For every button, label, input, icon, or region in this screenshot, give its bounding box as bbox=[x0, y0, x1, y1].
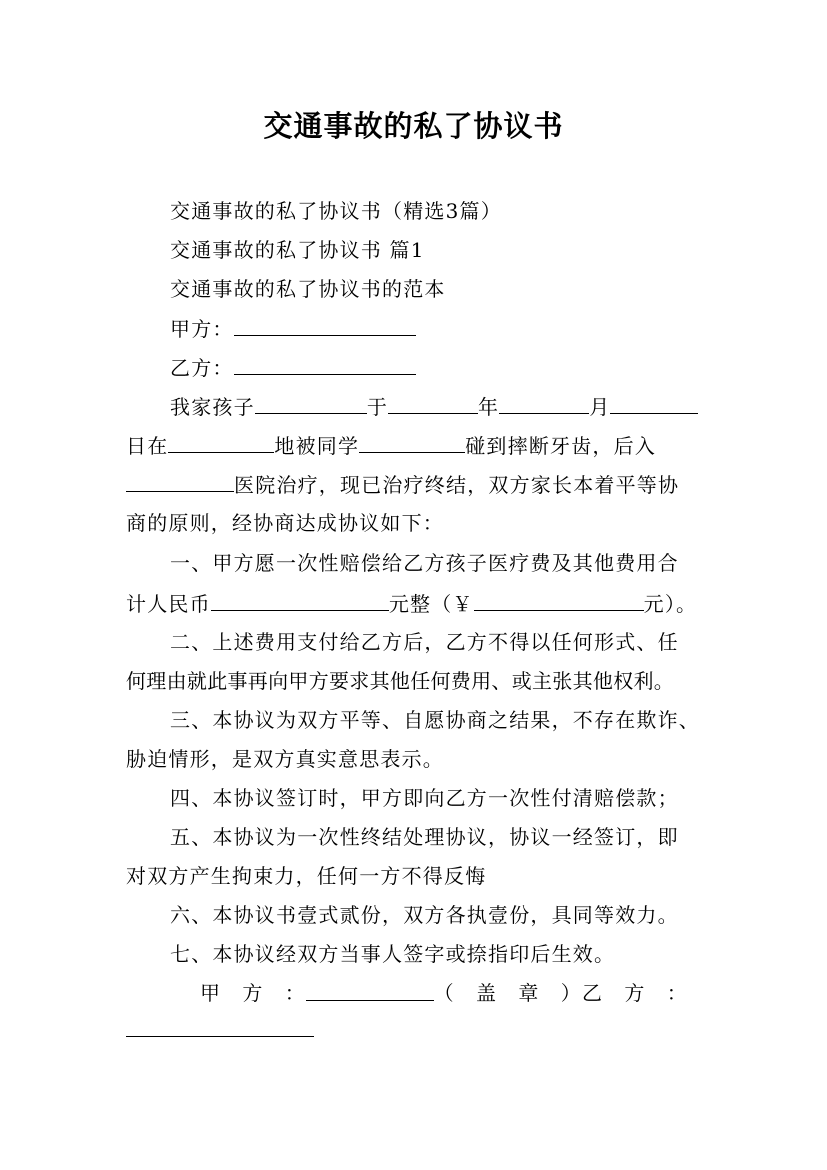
signature-party-b-blank bbox=[126, 1016, 314, 1037]
clause-2-line-2: 何理由就此事再向甲方要求其他任何费用、或主张其他权利。 bbox=[126, 669, 675, 693]
signature-line bbox=[200, 980, 688, 1006]
clause-5-line-2: 对双方产生拘束力，任何一方不得反悔 bbox=[126, 864, 487, 888]
blank-amount-number bbox=[474, 590, 644, 611]
signature-party-b-label: 乙 方 ： bbox=[582, 981, 688, 1005]
document-title: 交通事故的私了协议书 bbox=[263, 109, 564, 143]
clause-3-line-2: 胁迫情形，是双方真实意思表示。 bbox=[126, 747, 444, 771]
clause-7: 七、本协议经双方当事人签字或捺指印后生效。 bbox=[170, 942, 616, 966]
clause-6: 六、本协议书壹式贰份，双方各执壹份，具同等效力。 bbox=[170, 903, 679, 927]
text-segment: 日在 bbox=[126, 434, 169, 458]
signature-line-2 bbox=[126, 1016, 710, 1043]
clause-1-line-1: 一、甲方愿一次性赔偿给乙方孩子医疗费及其他费用合 bbox=[170, 551, 679, 575]
party-b-label: 乙方： bbox=[170, 356, 234, 380]
text-segment: 碰到摔断牙齿，后入 bbox=[465, 434, 657, 458]
text-segment: 月 bbox=[589, 395, 611, 419]
text-segment: 计人民币 bbox=[126, 592, 211, 616]
party-b-blank bbox=[234, 354, 416, 375]
blank-hospital bbox=[126, 471, 234, 492]
blank-day bbox=[610, 393, 698, 414]
clause-1-line-2 bbox=[126, 590, 710, 617]
paragraph-1-line-2 bbox=[126, 432, 710, 459]
paragraph-1-line-1 bbox=[170, 393, 710, 420]
signature-party-a-blank bbox=[306, 980, 434, 1001]
seal-label: （ 盖 章 ） bbox=[433, 981, 582, 1005]
text-segment: 我家孩子 bbox=[170, 395, 255, 419]
party-a-blank bbox=[234, 315, 416, 336]
blank-child bbox=[255, 393, 367, 414]
blank-month bbox=[499, 393, 589, 414]
clause-3-line-1: 三、本协议为双方平等、自愿协商之结果，不存在欺诈、 bbox=[170, 708, 700, 732]
clause-4: 四、本协议签订时，甲方即向乙方一次性付清赔偿款； bbox=[170, 786, 679, 810]
clause-2-line-1: 二、上述费用支付给乙方后，乙方不得以任何形式、任 bbox=[170, 630, 679, 654]
text-segment: 地被同学 bbox=[274, 434, 360, 458]
intro-line-3: 交通事故的私了协议书的范本 bbox=[170, 277, 446, 301]
intro-line-1: 交通事故的私了协议书（精选3篇） bbox=[170, 199, 502, 223]
party-a-label: 甲方： bbox=[170, 317, 234, 341]
blank-year bbox=[388, 393, 478, 414]
text-segment: 于 bbox=[366, 395, 389, 419]
signature-party-a-label: 甲 方 ： bbox=[200, 981, 306, 1005]
blank-amount-words bbox=[211, 590, 389, 611]
text-segment: 元整（￥ bbox=[388, 592, 474, 616]
party-b-line bbox=[170, 354, 710, 381]
intro-line-2: 交通事故的私了协议书 篇1 bbox=[170, 238, 425, 262]
blank-classmate bbox=[359, 432, 465, 453]
party-a-line bbox=[170, 315, 710, 342]
text-segment: 年 bbox=[478, 395, 500, 419]
paragraph-1-line-4: 商的原则，经协商达成协议如下： bbox=[126, 511, 444, 535]
text-segment: 医院治疗，现已治疗终结，双方家长本着平等协 bbox=[234, 473, 680, 497]
paragraph-1-line-3 bbox=[126, 471, 710, 498]
text-segment: 元）。 bbox=[643, 592, 698, 616]
blank-place bbox=[168, 432, 274, 453]
clause-5-line-1: 五、本协议为一次性终结处理协议，协议一经签订，即 bbox=[170, 825, 679, 849]
